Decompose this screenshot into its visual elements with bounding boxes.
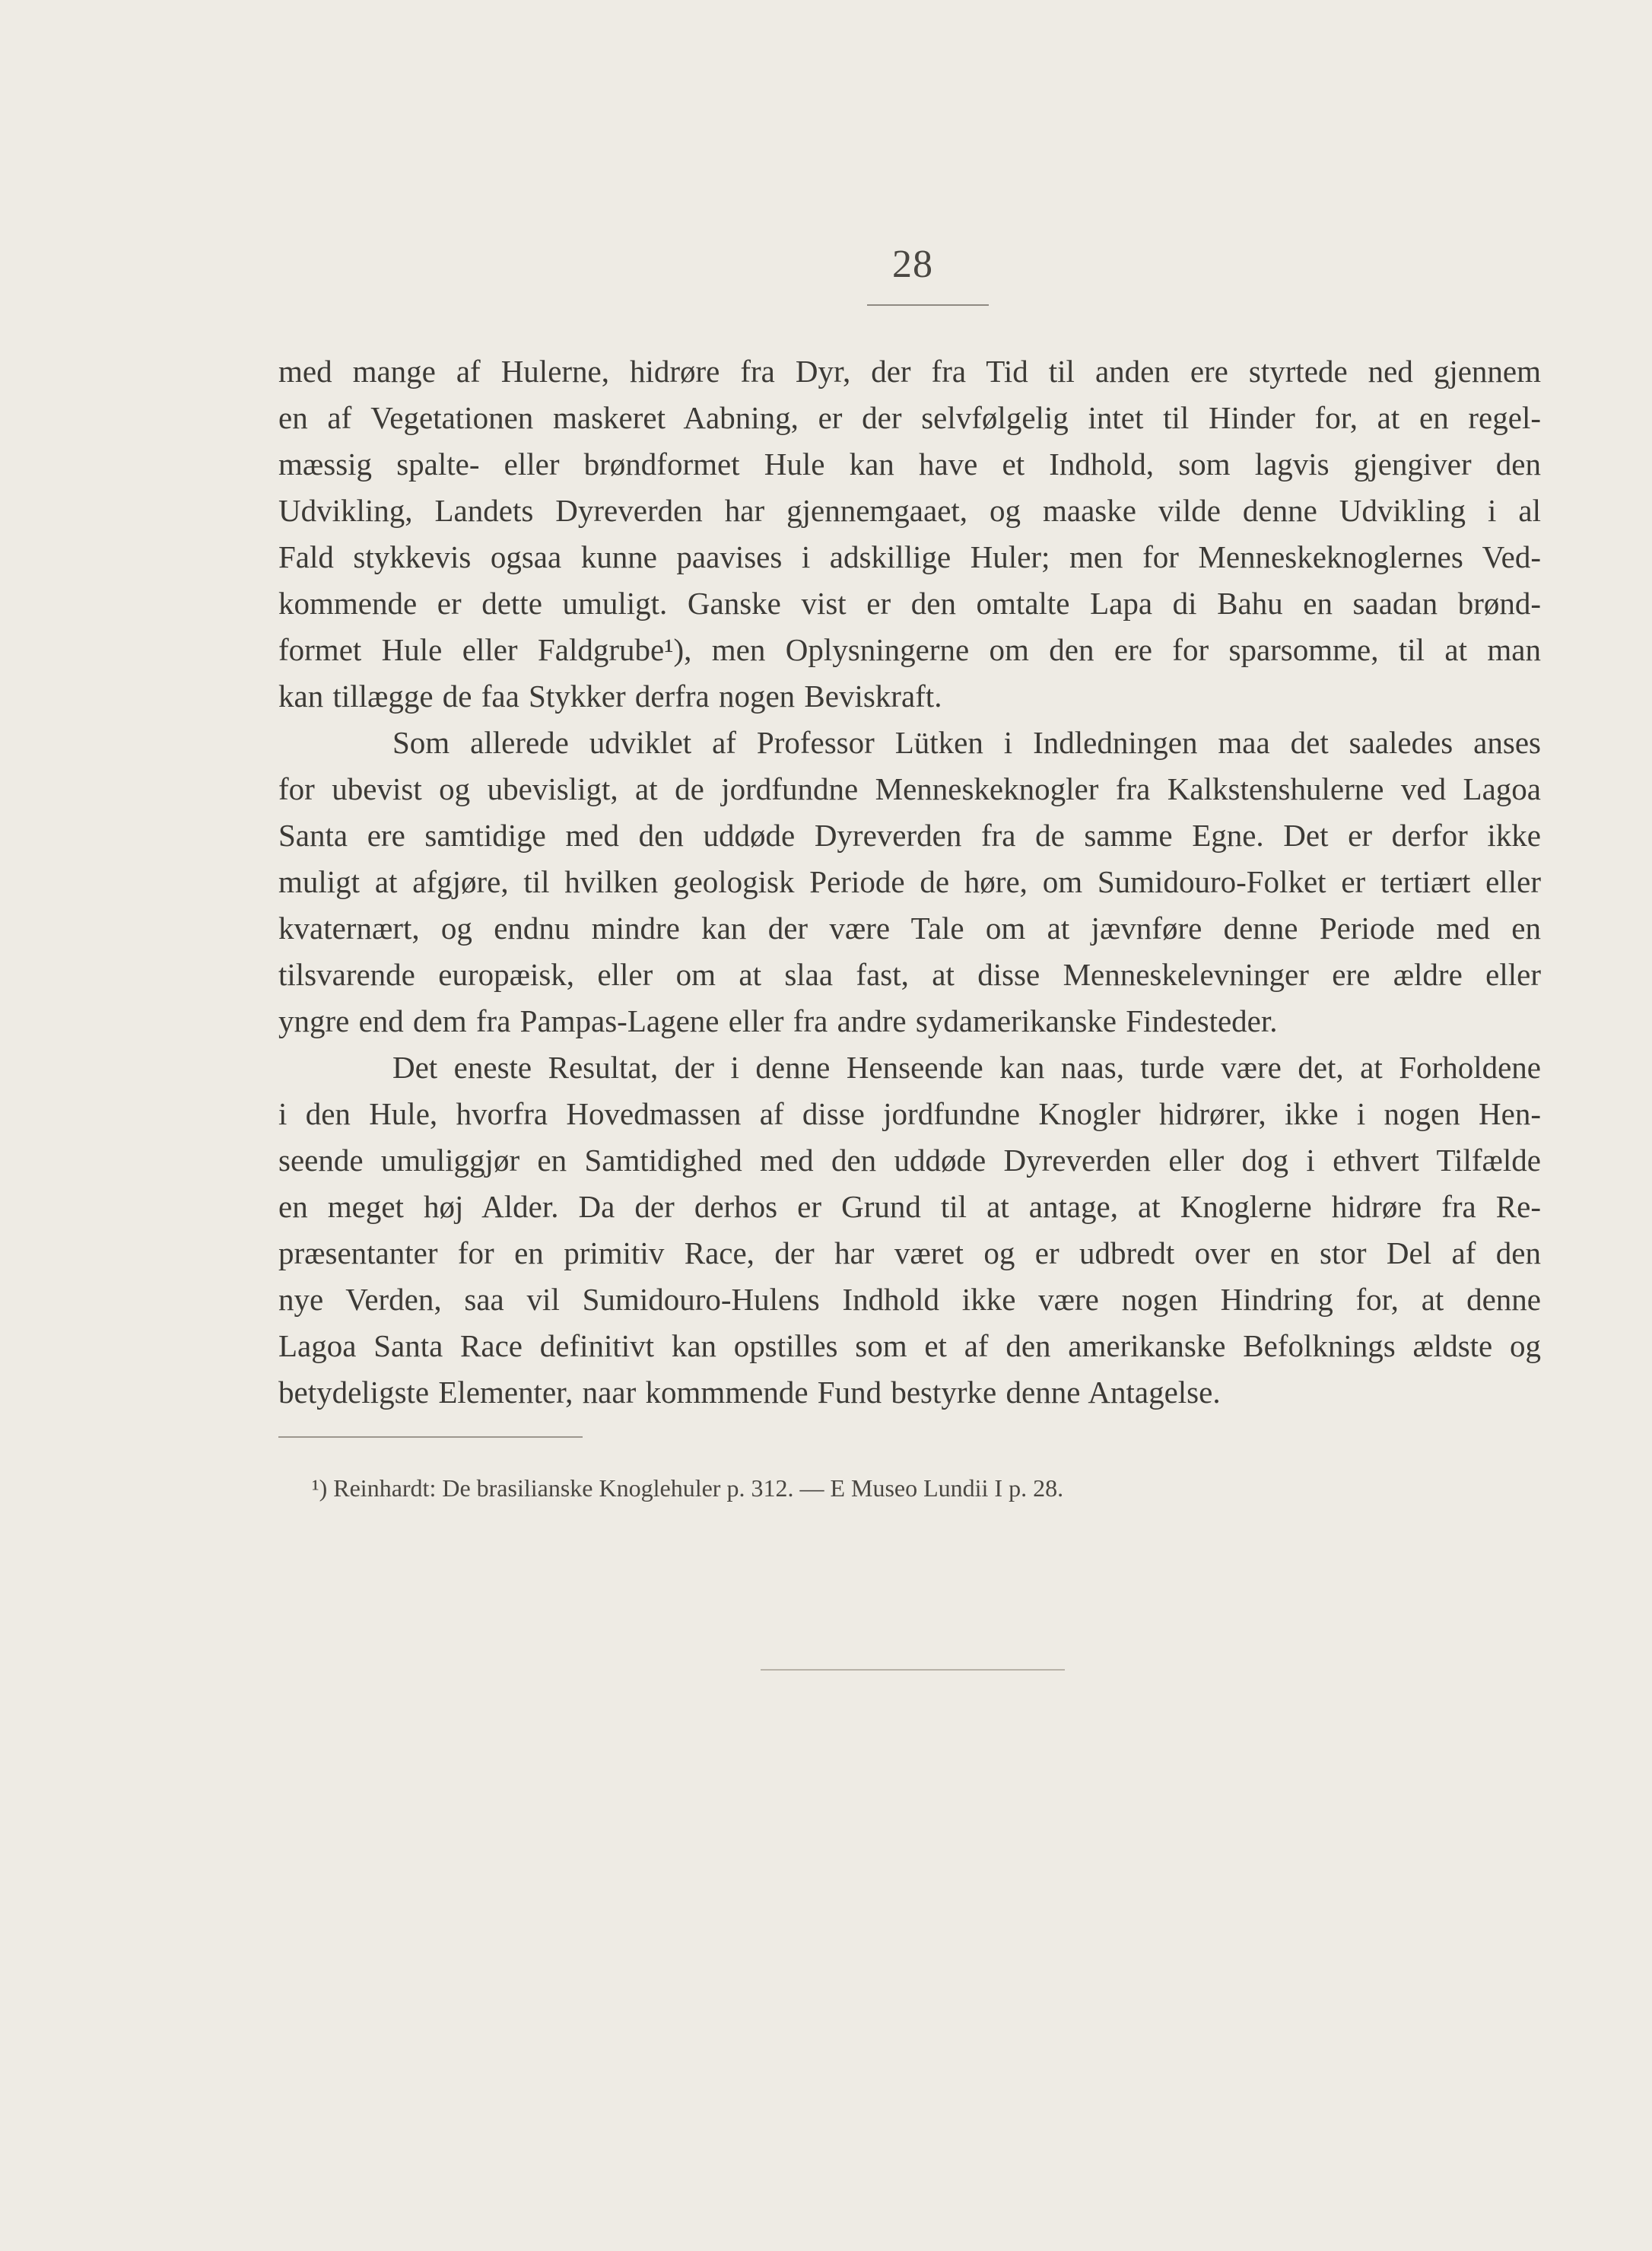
text-line: Fald stykkevis ogsaa kunne paavises i adskillige Huler; men for Menneskeknoglernes Ved- (278, 539, 1541, 574)
text-line: Lagoa Santa Race definitivt kan opstilles som et af den amerikanske Befolknings ældste og (278, 1328, 1541, 1363)
text-line: Som allerede udviklet af Professor Lütken i Indledningen maa det saaledes anses (392, 725, 1541, 760)
body-text (278, 356, 1541, 1423)
text-line: præsentanter for en primitiv Race, der har været og er udbredt over en stor Del af den (278, 1235, 1541, 1270)
text-line: kommende er dette umuligt. Ganske vist er den omtalte Lapa di Bahu en saadan brønd- (278, 586, 1541, 621)
text-line: muligt at afgjøre, til hvilken geologisk Periode de høre, om Sumidouro-Folket er tertiært eller (278, 864, 1541, 899)
text-line: Det eneste Resultat, der i denne Henseende kan naas, turde være det, at Forholdene (392, 1050, 1541, 1085)
page-number: 28 (892, 243, 933, 286)
text-line: Santa ere samtidige med den uddøde Dyreverden fra de samme Egne. Det er derfor ikke (278, 818, 1541, 853)
text-line: betydeligste Elementer, naar kommmende Fund bestyrke denne Antagelse. (278, 1375, 1221, 1410)
text-line: med mange af Hulerne, hidrøre fra Dyr, der fra Tid til anden ere styrtede ned gjennem (278, 354, 1541, 389)
text-line: mæssig spalte- eller brøndformet Hule kan have et Indhold, som lagvis gjengiver den (278, 447, 1541, 482)
footnote: ¹) Reinhardt: De brasilianske Knoglehuler p. 312. — E Museo Lundii I p. 28. (312, 1474, 1064, 1502)
text-line: i den Hule, hvorfra Hovedmassen af disse jordfundne Knogler hidrører, ikke i nogen Hen- (278, 1096, 1541, 1131)
text-line: tilsvarende europæisk, eller om at slaa fast, at disse Menneskelevninger ere ældre eller (278, 957, 1541, 992)
text-line: nye Verden, saa vil Sumidouro-Hulens Indhold ikke være nogen Hindring for, at denne (278, 1282, 1541, 1317)
footnote-divider (278, 1436, 583, 1438)
text-line: seende umuliggjør en Samtidighed med den uddøde Dyreverden eller dog i ethvert Tilfælde (278, 1143, 1541, 1178)
bottom-divider (761, 1669, 1065, 1671)
text-line: kvaternært, og endnu mindre kan der være Tale om at jævnføre denne Periode med en (278, 911, 1541, 946)
text-line: kan tillægge de faa Stykker derfra nogen Beviskraft. (278, 679, 942, 714)
page-number-rule (867, 304, 989, 306)
text-line: Udvikling, Landets Dyreverden har gjennemgaaet, og maaske vilde denne Udvikling i al (278, 493, 1541, 528)
text-line: yngre end dem fra Pampas-Lagene eller fra andre sydamerikanske Findesteder. (278, 1003, 1278, 1038)
text-line: for ubevist og ubevisligt, at de jordfundne Menneskeknogler fra Kalkstenshulerne ved Lagoa (278, 771, 1541, 806)
text-line: formet Hule eller Faldgrube¹), men Oplysningerne om den ere for sparsomme, til at man (278, 632, 1541, 667)
text-line: en meget høj Alder. Da der derhos er Grund til at antage, at Knoglerne hidrøre fra Re- (278, 1189, 1541, 1224)
text-line: en af Vegetationen maskeret Aabning, er der selvfølgelig intet til Hinder for, at en regel- (278, 400, 1541, 435)
